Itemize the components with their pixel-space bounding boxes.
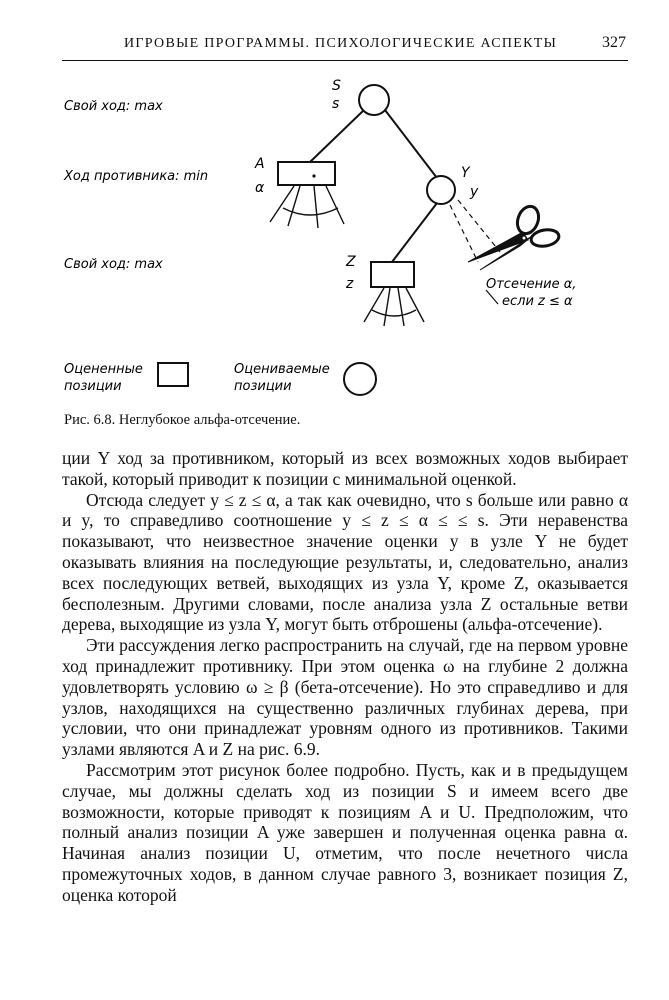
node-a-dot — [312, 174, 315, 177]
node-s-value: s — [332, 96, 340, 112]
node-a-value: α — [255, 180, 265, 196]
node-a-subtree — [270, 186, 344, 228]
edge-s-a — [310, 110, 364, 162]
figure-caption: Рис. 6.8. Неглубокое альфа-отсечение. — [64, 412, 301, 428]
node-y-label: Y — [461, 165, 470, 181]
node-a — [278, 162, 335, 185]
running-title: ИГРОВЫЕ ПРОГРАММЫ. ПСИХОЛОГИЧЕСКИЕ АСПЕКТЫ — [124, 36, 558, 51]
cut-note-line-1: Отсечение α, — [486, 277, 577, 292]
node-a-label: A — [255, 156, 265, 172]
row-label-max-2: Свой ход: max — [64, 257, 163, 272]
node-y — [427, 176, 455, 204]
edge-s-y — [385, 110, 437, 178]
node-z — [371, 262, 414, 287]
row-label-max-1: Свой ход: max — [64, 99, 163, 114]
body-text — [62, 448, 628, 906]
node-y-value: y — [470, 184, 479, 200]
node-s — [359, 85, 389, 115]
node-s-label: S — [332, 78, 341, 94]
page-number: 327 — [602, 34, 626, 51]
game-tree-figure — [0, 0, 669, 410]
legend-evaluated-line-2: позиции — [64, 379, 122, 394]
legend-being-evaluated-line-1: Оцениваемые — [234, 362, 330, 377]
legend-evaluated-line-1: Оцененные — [64, 362, 143, 377]
node-z-value: z — [346, 276, 354, 292]
paragraph-1: ции Y ход за противником, который из всех возможных ходов выбирает такой, который приводит к позиции с минимальной оценкой. — [62, 448, 628, 489]
node-z-label: Z — [346, 254, 356, 270]
row-label-min: Ход противника: min — [64, 169, 209, 184]
paragraph-3: Эти рассуждения легко распространить на случай, где на первом уровне ход принадлежит противнику. При этом оценка ω на глубине 2 должна удовлетворять условию ω ≥ β (бета-отсечение). Но это справедливо и для узлов, находящихся на существенно различных глубинах дерева, при условии, что они принадлежат уровням одного из противников. Такими узлами являются A и Z на рис. 6.9. — [62, 635, 628, 760]
node-z-subtree — [364, 288, 424, 326]
edge-y-cut-1 — [450, 205, 478, 262]
paragraph-2: Отсюда следует y ≤ z ≤ α, а так как очевидно, что s больше или равно α и y, то справедливо соотношение y ≤ z ≤ α ≤ ≤ s. Эти неравенства показывают, что неизвестное значение оценки y в узле Y не будет оказывать влияния на последующие результаты, и, следовательно, анализ всех последующих ветвей, выходящих из узла Y, кроме Z, оказывается бесполезным. Другими словами, после анализа узла Z остальные ветви дерева, выходящие из узла Y, могут быть отброшены (альфа-отсечение). — [62, 489, 628, 635]
cut-note-leader — [486, 290, 498, 304]
scissors-icon — [468, 203, 560, 270]
legend-circle — [344, 363, 376, 395]
legend-square — [158, 363, 188, 386]
edge-y-cut-2 — [458, 200, 500, 252]
legend-being-evaluated-line-2: позиции — [234, 379, 292, 394]
paragraph-4: Рассмотрим этот рисунок более подробно. Пусть, как и в предыдущем случае, мы должны сделать ход из позиции S и имеем всего две возможности, которые приводят к позициям A и U. Предположим, что полный анализ позиции A уже завершен и полученная оценка равна α. Начиная анализ позиции U, отметим, что после нечетного числа промежуточных ходов, в данном случае равного 3, возникает позиция Z, оценка которой — [62, 759, 628, 905]
cut-note-line-2: если z ≤ α — [502, 294, 573, 309]
edge-y-z — [392, 203, 437, 262]
